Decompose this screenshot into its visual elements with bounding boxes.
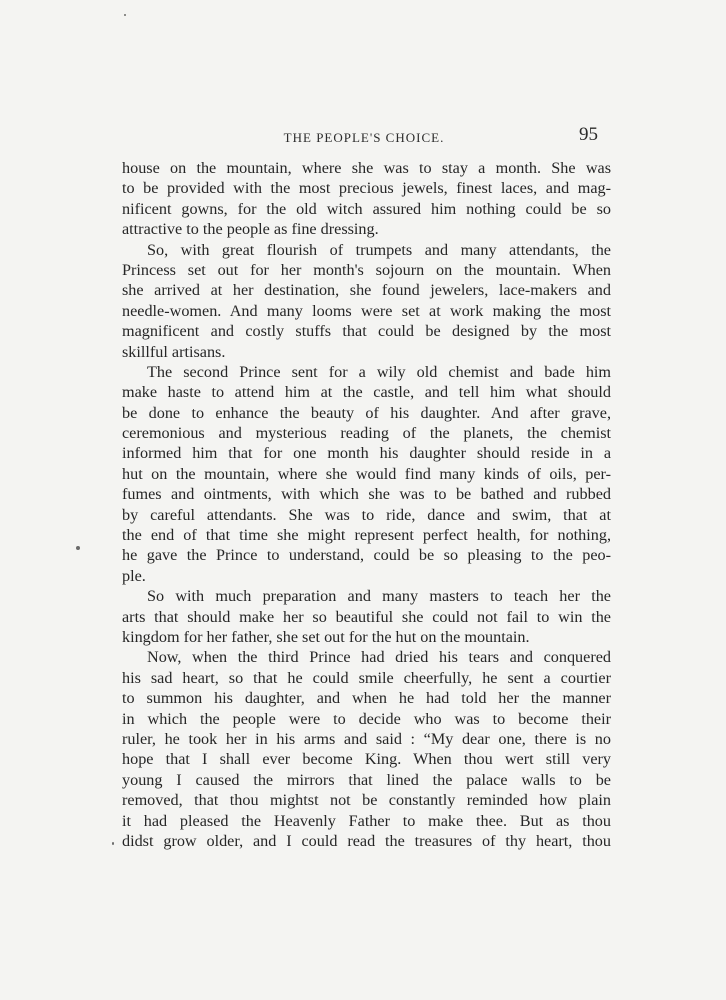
- scan-speck: [124, 14, 126, 16]
- text-line: magnificent and costly stuffs that could be designed by the most: [122, 322, 611, 341]
- text-line: Princess set out for her month's sojourn on the mountain. When: [122, 260, 611, 279]
- text-line: his sad heart, so that he could smile cheerfully, he sent a courtier: [122, 668, 611, 687]
- text-line: removed, that thou mightst not be constantly reminded how plain: [122, 791, 611, 810]
- scan-speck: [76, 546, 80, 550]
- scan-speck: [112, 842, 114, 845]
- text-line: kingdom for her father, she set out for the hut on the mountain.: [122, 627, 530, 646]
- body-text: [122, 158, 611, 851]
- text-line: So, with great flourish of trumpets and many attendants, the: [147, 240, 611, 259]
- text-line: informed him that for one month his daughter should reside in a: [122, 444, 611, 463]
- text-line: arts that should make her so beautiful she could not fail to win the: [122, 607, 611, 626]
- page-number: 95: [579, 124, 598, 145]
- text-line: in which the people were to decide who was to become their: [122, 709, 611, 728]
- text-line: hut on the mountain, where she would find many kinds of oils, per-: [122, 464, 611, 483]
- text-line: be done to enhance the beauty of his daughter. And after grave,: [122, 403, 611, 422]
- text-line: fumes and ointments, with which she was to be bathed and rubbed: [122, 485, 611, 504]
- text-line: house on the mountain, where she was to stay a month. She was: [122, 159, 611, 177]
- text-line: So with much preparation and many masters to teach her the: [147, 587, 611, 606]
- text-line: the end of that time she might represent perfect health, for nothing,: [122, 526, 611, 545]
- text-line: young I caused the mirrors that lined the palace walls to be: [122, 770, 611, 789]
- text-line: ruler, he took her in his arms and said : “My dear one, there is no: [122, 729, 611, 748]
- text-line: ceremonious and mysterious reading of the planets, the chemist: [122, 424, 611, 443]
- text-line: to summon his daughter, and when he had told her the manner: [122, 689, 611, 708]
- running-title: THE PEOPLE'S CHOICE.: [283, 130, 445, 145]
- text-line: make haste to attend him at the castle, and tell him what should: [122, 383, 611, 402]
- text-line: she arrived at her destination, she found jewelers, lace-makers and: [122, 281, 611, 300]
- text-line: skillful artisans.: [122, 342, 226, 361]
- text-line: The second Prince sent for a wily old chemist and bade him: [147, 362, 611, 381]
- text-line: attractive to the people as fine dressing.: [122, 220, 379, 239]
- text-line: nificent gowns, for the old witch assured him nothing could be so: [122, 199, 611, 218]
- text-line: it had pleased the Heavenly Father to make thee. But as thou: [122, 811, 611, 830]
- text-line: hope that I shall ever become King. When thou wert still very: [122, 750, 611, 769]
- text-line: ple.: [122, 566, 146, 585]
- text-line: Now, when the third Prince had dried his tears and conquered: [147, 648, 611, 667]
- text-line: didst grow older, and I could read the treasures of thy heart, thou: [122, 831, 611, 850]
- text-line: by careful attendants. She was to ride, dance and swim, that at: [122, 505, 611, 524]
- page-header: [122, 124, 606, 152]
- text-line: to be provided with the most precious jewels, finest laces, and mag-: [122, 179, 611, 198]
- text-line: he gave the Prince to understand, could be so pleasing to the peo-: [122, 546, 611, 565]
- text-line: needle-women. And many looms were set at work making the most: [122, 301, 611, 320]
